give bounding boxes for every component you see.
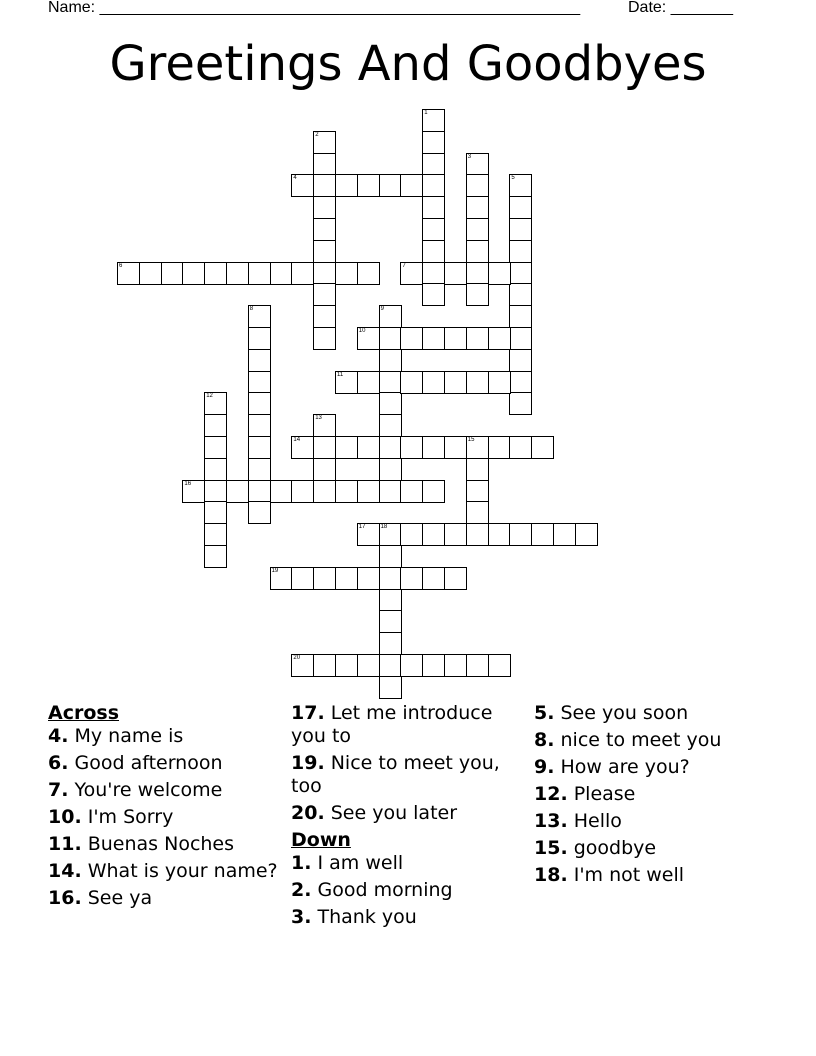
grid-cell[interactable]: [291, 480, 314, 503]
grid-cell[interactable]: [291, 654, 314, 677]
grid-cell[interactable]: [379, 349, 402, 372]
grid-cell[interactable]: [357, 327, 380, 350]
grid-cell[interactable]: [313, 436, 336, 459]
clue-number: 9: [380, 306, 384, 313]
grid-cell[interactable]: [488, 262, 511, 285]
grid-cell[interactable]: [422, 196, 445, 219]
grid-cell[interactable]: [466, 196, 489, 219]
grid-cell[interactable]: [204, 392, 227, 415]
grid-cell[interactable]: [357, 262, 380, 285]
grid-cell[interactable]: [444, 654, 467, 677]
grid-cell[interactable]: [379, 523, 402, 546]
grid-cell[interactable]: [248, 392, 271, 415]
grid-cell[interactable]: [204, 545, 227, 568]
grid-cell[interactable]: [161, 262, 184, 285]
grid-cell[interactable]: [117, 262, 140, 285]
clue-number: 11: [337, 371, 344, 378]
grid-cell[interactable]: [204, 414, 227, 437]
grid-cell[interactable]: [422, 567, 445, 590]
clue-number: 12: [206, 393, 213, 400]
grid-cell[interactable]: [291, 436, 314, 459]
grid-cell[interactable]: [509, 196, 532, 219]
grid-cell[interactable]: [509, 327, 532, 350]
clue-down-2: 2. Good morning: [291, 879, 453, 901]
grid-cell[interactable]: [509, 174, 532, 197]
grid-cell[interactable]: [291, 174, 314, 197]
grid-cell[interactable]: [466, 153, 489, 176]
grid-cell[interactable]: [313, 240, 336, 263]
grid-cell[interactable]: [379, 676, 402, 699]
clue-number: 5: [511, 175, 515, 182]
grid-cell[interactable]: [444, 327, 467, 350]
clue-number: 17: [358, 524, 366, 531]
grid-cell[interactable]: [226, 480, 249, 503]
clue-number: 18: [380, 524, 388, 531]
grid-cell[interactable]: [444, 436, 467, 459]
grid-cell[interactable]: [313, 131, 336, 154]
clues-column-2: [291, 702, 511, 933]
clue-down-18: 18. I'm not well: [534, 864, 685, 886]
grid-cell[interactable]: [313, 174, 336, 197]
grid-cell[interactable]: [204, 480, 227, 503]
grid-cell[interactable]: [139, 262, 162, 285]
clue-down-1: 1. I am well: [291, 852, 404, 874]
grid-cell[interactable]: [509, 283, 532, 306]
grid-cell[interactable]: [488, 436, 511, 459]
grid-cell[interactable]: [488, 523, 511, 546]
grid-cell[interactable]: [466, 501, 489, 524]
grid-cell[interactable]: [204, 436, 227, 459]
grid-cell[interactable]: [400, 480, 423, 503]
grid-cell[interactable]: [291, 262, 314, 285]
clue-number: 3: [467, 153, 472, 160]
clue-down-13: 13. Hello: [534, 810, 622, 832]
down-heading: Down: [291, 829, 351, 851]
grid-cell[interactable]: [422, 218, 445, 241]
grid-cell[interactable]: [466, 327, 489, 350]
grid-cell[interactable]: [313, 283, 336, 306]
grid-cell[interactable]: [466, 371, 489, 394]
grid-cell[interactable]: [444, 567, 467, 590]
grid-cell[interactable]: [313, 414, 336, 437]
grid-cell[interactable]: [357, 654, 380, 677]
grid-cell[interactable]: [488, 654, 511, 677]
grid-cell[interactable]: [270, 567, 293, 590]
grid-cell[interactable]: [248, 480, 271, 503]
clue-across-16: 16. See ya: [48, 887, 153, 909]
grid-cell[interactable]: [335, 567, 358, 590]
clue-across-14: 14. What is your name?: [48, 860, 278, 882]
clue-across-10: 10. I'm Sorry: [48, 806, 174, 828]
grid-cell[interactable]: [509, 262, 532, 285]
grid-cell[interactable]: [379, 567, 402, 590]
grid-cell[interactable]: [575, 523, 598, 546]
clue-down-15: 15. goodbye: [534, 837, 657, 859]
clue-down-5: 5. See you soon: [534, 702, 689, 724]
grid-cell[interactable]: [466, 523, 489, 546]
grid-cell[interactable]: [422, 371, 445, 394]
grid-cell[interactable]: [509, 392, 532, 415]
grid-cell[interactable]: [466, 480, 489, 503]
grid-cell[interactable]: [204, 458, 227, 481]
grid-cell[interactable]: [531, 436, 554, 459]
grid-cell[interactable]: [248, 501, 271, 524]
grid-cell[interactable]: [379, 654, 402, 677]
grid-cell[interactable]: [313, 458, 336, 481]
grid-cell[interactable]: [335, 371, 358, 394]
grid-cell[interactable]: [270, 262, 293, 285]
grid-cell[interactable]: [400, 567, 423, 590]
grid-cell[interactable]: [335, 436, 358, 459]
grid-cell[interactable]: [400, 262, 423, 285]
grid-cell[interactable]: [466, 262, 489, 285]
grid-cell[interactable]: [335, 262, 358, 285]
clue-number: 19: [271, 567, 279, 574]
clue-number: 6: [119, 262, 123, 269]
grid-cell[interactable]: [400, 327, 423, 350]
clue-down-9: 9. How are you?: [534, 756, 690, 778]
grid-cell[interactable]: [204, 501, 227, 524]
grid-cell[interactable]: [313, 654, 336, 677]
grid-cell[interactable]: [400, 371, 423, 394]
grid-cell[interactable]: [335, 654, 358, 677]
clue-number: 1: [424, 110, 428, 116]
grid-cell[interactable]: [270, 480, 293, 503]
grid-cell[interactable]: [357, 480, 380, 503]
clue-across-17: 17. Let me introduce you to: [291, 702, 493, 747]
clue-number: 14: [293, 437, 301, 443]
grid-cell[interactable]: [553, 523, 576, 546]
grid-cell[interactable]: [379, 392, 402, 415]
clue-down-3: 3. Thank you: [291, 906, 417, 928]
grid-cell[interactable]: [422, 153, 445, 176]
grid-cell[interactable]: [444, 371, 467, 394]
grid-cell[interactable]: [379, 480, 402, 503]
clue-number: 13: [315, 415, 322, 422]
grid-cell[interactable]: [248, 436, 271, 459]
grid-cell[interactable]: [357, 436, 380, 459]
grid-cell[interactable]: [466, 654, 489, 677]
grid-cell[interactable]: [466, 218, 489, 241]
grid-cell[interactable]: [335, 174, 358, 197]
grid-cell[interactable]: [509, 436, 532, 459]
grid-cell[interactable]: [379, 436, 402, 459]
grid-cell[interactable]: [509, 349, 532, 372]
grid-cell[interactable]: [357, 174, 380, 197]
clue-number: 15: [467, 437, 475, 443]
grid-cell[interactable]: [488, 327, 511, 350]
grid-cell[interactable]: [466, 240, 489, 263]
grid-cell[interactable]: [182, 262, 205, 285]
grid-cell[interactable]: [509, 240, 532, 263]
grid-cell[interactable]: [422, 436, 445, 459]
grid-cell[interactable]: [422, 131, 445, 154]
clue-number: 20: [293, 655, 301, 661]
grid-cell[interactable]: [248, 305, 271, 328]
grid-cell[interactable]: [313, 153, 336, 176]
grid-cell[interactable]: [379, 458, 402, 481]
date-field[interactable]: Date: _______: [628, 0, 733, 16]
clues-column-1: [48, 702, 278, 914]
grid-cell[interactable]: [357, 371, 380, 394]
grid-cell[interactable]: [357, 567, 380, 590]
clue-number: 8: [249, 306, 254, 313]
clue-down-12: 12. Please: [534, 783, 636, 805]
clue-across-20: 20. See you later: [291, 802, 458, 824]
grid-cell[interactable]: [248, 458, 271, 481]
grid-cell[interactable]: [313, 305, 336, 328]
grid-cell[interactable]: [379, 371, 402, 394]
grid-cell[interactable]: [204, 523, 227, 546]
across-heading: Across: [48, 702, 120, 724]
grid-cell[interactable]: [248, 349, 271, 372]
grid-cell[interactable]: [422, 262, 445, 285]
grid-cell[interactable]: [466, 436, 489, 459]
grid-cell[interactable]: [400, 523, 423, 546]
grid-cell[interactable]: [313, 218, 336, 241]
grid-cell[interactable]: [226, 262, 249, 285]
grid-cell[interactable]: [357, 523, 380, 546]
grid-cell[interactable]: [509, 218, 532, 241]
clue-across-11: 11. Buenas Noches: [48, 833, 235, 855]
grid-cell[interactable]: [379, 610, 402, 633]
clue-across-6: 6. Good afternoon: [48, 752, 223, 774]
clues-column-3: [534, 702, 774, 891]
grid-cell[interactable]: [248, 262, 271, 285]
grid-cell[interactable]: [531, 523, 554, 546]
grid-cell[interactable]: [182, 480, 205, 503]
grid-cell[interactable]: [400, 654, 423, 677]
grid-cell[interactable]: [313, 567, 336, 590]
clue-number: 2: [315, 131, 319, 138]
grid-cell[interactable]: [291, 567, 314, 590]
grid-cell[interactable]: [379, 327, 402, 350]
grid-cell[interactable]: [422, 327, 445, 350]
grid-cell[interactable]: [422, 240, 445, 263]
grid-cell[interactable]: [313, 262, 336, 285]
clue-number: 7: [402, 262, 406, 269]
grid-cell[interactable]: [248, 414, 271, 437]
grid-cell[interactable]: [488, 371, 511, 394]
clue-number: 16: [184, 480, 192, 487]
grid-cell[interactable]: [379, 174, 402, 197]
clue-across-4: 4. My name is: [48, 725, 184, 747]
clue-number: 4: [293, 175, 297, 182]
grid-cell[interactable]: [313, 327, 336, 350]
grid-cell[interactable]: [444, 262, 467, 285]
grid-cell[interactable]: [313, 480, 336, 503]
grid-cell[interactable]: [509, 523, 532, 546]
grid-cell[interactable]: [444, 523, 467, 546]
name-field[interactable]: Name: ______________________________________________________: [48, 0, 581, 16]
grid-cell[interactable]: [313, 196, 336, 219]
grid-cell[interactable]: [400, 174, 423, 197]
clue-down-8: 8. nice to meet you: [534, 729, 722, 751]
clue-number: 10: [358, 328, 366, 334]
grid-cell[interactable]: [379, 305, 402, 328]
grid-cell[interactable]: [509, 305, 532, 328]
grid-cell[interactable]: [379, 414, 402, 437]
grid-cell[interactable]: [379, 589, 402, 612]
grid-cell[interactable]: [422, 283, 445, 306]
grid-cell[interactable]: [466, 458, 489, 481]
clue-across-7: 7. You're welcome: [48, 779, 223, 801]
grid-cell[interactable]: [248, 371, 271, 394]
grid-cell[interactable]: [335, 480, 358, 503]
grid-cell[interactable]: [422, 480, 445, 503]
clue-across-19: 19. Nice to meet you, too: [291, 752, 500, 797]
grid-cell[interactable]: [422, 174, 445, 197]
grid-cell[interactable]: [466, 174, 489, 197]
grid-cell[interactable]: [400, 436, 423, 459]
grid-cell[interactable]: [466, 283, 489, 306]
grid-cell[interactable]: [509, 371, 532, 394]
grid-cell[interactable]: [248, 327, 271, 350]
grid-cell[interactable]: [422, 109, 445, 132]
grid-cell[interactable]: [379, 632, 402, 655]
grid-cell[interactable]: [422, 523, 445, 546]
grid-cell[interactable]: [204, 262, 227, 285]
grid-cell[interactable]: [422, 654, 445, 677]
grid-cell[interactable]: [379, 545, 402, 568]
puzzle-title: Greetings And Goodbyes: [109, 36, 707, 92]
